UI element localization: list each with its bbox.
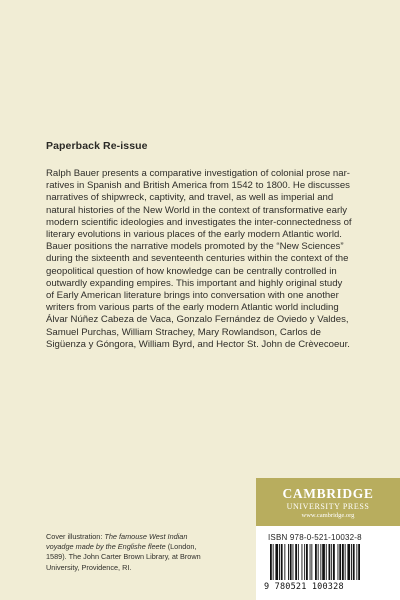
barcode-icon: [268, 544, 390, 582]
barcode-panel: [256, 526, 400, 600]
description-line: Ralph Bauer presents a comparative investigation of colonial prose nar-: [46, 168, 350, 179]
description-line: Samuel Purchas, William Strachey, Mary Rowlandson, Carlos de: [46, 326, 321, 338]
description-line: natural histories of the New World in the context of transformative early: [46, 204, 348, 216]
caption-line-2: [46, 542, 256, 552]
description-line: writers from various parts of the early modern Atlantic world including: [46, 302, 339, 314]
caption-after-title: (London,: [165, 542, 197, 552]
description-line: narratives of shipwreck, captivity, and travel, as well as imperial and: [46, 192, 334, 204]
reissue-heading: Paperback Re-issue: [46, 140, 148, 152]
caption-line-1: [46, 532, 256, 542]
description-line: Álvar Núñez Cabeza de Vaca, Gonzalo Fernández de Oviedo y Valdes,: [46, 314, 349, 326]
description-line: modern scientific ideologies and investigates the inter-connectedness of: [46, 216, 352, 228]
isbn-label: ISBN 978-0-521-10032-8: [268, 533, 362, 542]
publisher-press: UNIVERSITY PRESS: [286, 502, 370, 511]
caption-prefix: Cover illustration:: [46, 532, 105, 541]
description-text: [46, 168, 366, 351]
caption-title-part2: voyadge made by the Englishe fleete: [46, 542, 166, 552]
description-line: geopolitical question of how knowledge can be centrally controlled in: [46, 265, 337, 277]
description-line: during the sixteenth and seventeenth centuries within the context of the: [46, 253, 349, 265]
description-line: outwardly expanding empires. This important and highly original study: [46, 277, 343, 289]
description-line: literary evolutions in various places of the early modern Atlantic world.: [46, 229, 342, 241]
description-line: ratives in Spanish and British America from 1542 to 1800. He discusses: [46, 180, 350, 192]
cover-illustration-caption: [46, 532, 256, 573]
publisher-url: www.cambridge.org: [301, 512, 355, 519]
description-line: Bauer positions the narrative models promoted by the “New Sciences”: [46, 241, 344, 253]
description-line: of Early American literature brings into conversation with one another: [46, 290, 339, 302]
description-line: Sigüenza y Góngora, William Byrd, and Hector St. John de Crèvecoeur.: [46, 338, 350, 350]
caption-title-part1: The famouse West Indian: [104, 532, 188, 541]
publisher-logo-panel: [256, 478, 400, 526]
barcode-digits: 9 780521 100328: [264, 582, 344, 592]
caption-line-4: University, Providence, RI.: [46, 562, 132, 572]
publisher-name: CAMBRIDGE: [282, 486, 374, 501]
caption-line-3: 1589). The John Carter Brown Library, at Brown: [46, 552, 201, 562]
